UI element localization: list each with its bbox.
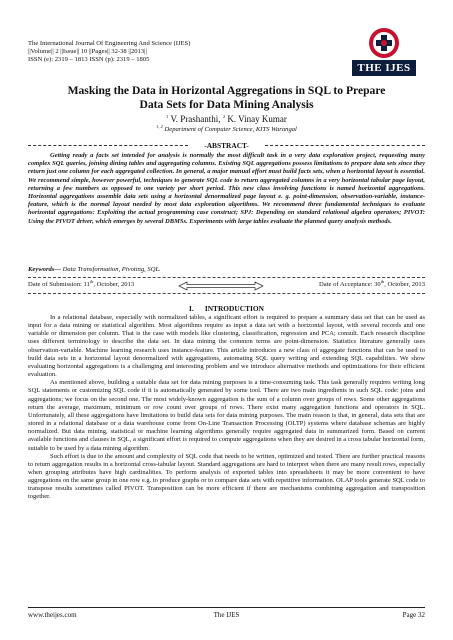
acceptance-sup: th [380,278,385,284]
paper-title [28,84,425,112]
title-line-2: Data Sets for Data Mining Analysis [139,98,314,111]
introduction-body [28,314,425,502]
affiliation-text: Department of Computer Science, KITS Warangal [164,126,297,133]
affiliation [28,123,425,133]
footer-rule [28,607,425,608]
abstract-heading [28,141,425,150]
abstract-rule-left [28,145,188,146]
author-2: K. Vinay Kumar [227,114,287,124]
acceptance-label: Date of Acceptance: 30 [319,281,381,288]
acceptance-rest: , October, 2013 [384,281,425,288]
author2-sup: 2 [222,114,226,119]
acceptance-date [319,278,425,288]
submission-label: Date of Submission: 11 [28,281,90,288]
abstract-rule-right [265,145,425,146]
submission-date [28,278,135,288]
paragraph-2: As mentioned above, building a suitable data set for data mining purposes is a time-consuming task. This task generally requires writing long SQL statements or customizing SQL code if it is automatically generated by some tool. There are two main ingredients in such SQL code: joins and aggregations; we focus on the second one. The most widely-known aggregation is the sum of a column over groups of rows. Some other aggregations return the average, maximum, minimum or row count over groups of rows. There exist many aggregation functions and operators in SQL. Unfortunately, all these aggregations have limitations to build data sets for data mining purposes. The main reason is that, in general, data sets that are stored in a relational database or a data warehouse come from On-Line Transaction Processing (OLTP) systems where database schemas are highly normalized. But data mining, statistical or machine learning algorithms generally require aggregated data in summarized form. Based on current available functions and clauses in SQL, a significant effort is required to compute aggregations when they are desired in a cross tabular horizontal form, suitable to be used by a data mining algorithm. [28,379,425,452]
keywords [28,266,425,273]
abstract-text: Getting ready a facts set intended for analysis is normally the most difficult task in a very data exploration project, requesting many complex SQL queries, joining dining tables and aggregating columns. Existing SQL aggregations possess limitations to prepare data sets since they return just one column for each aggregated collection. In general, a major manual effort must build facts sets, when a horizontal layout is essential. We recommend simple, however powerful, techniques to generate SQL code to return aggregated columns in a very horizontal tabular page layout, returning a few numbers as opposed to one variety per short period. This new class involving functions is named horizontal aggregations. Horizontal aggregations assemble data sets using a horizontal denormalized page layout e. g. point-dimension, observation-variable, instance-feature, which is the normal layout needed by most data exploration algorithms. We recommend three fundamental techniques to evaluate horizontal aggregations: Exploiting the actual programming case construct; SPJ: Depending on standard relational algebra operators; PIVOT: Using the PIVOT driver, which emerges by several DBMSs. Experiments with large tables evaluate the planned query analysis methods. [28,152,425,225]
author-1: V. Prashanthi, [170,114,221,124]
affil-sup: 1, 2 [156,123,163,129]
keywords-text: Data Transformation, Pivoting, SQL. [60,266,161,273]
journal-name: The International Journal Of Engineering And Science (IJES) [28,40,191,47]
submission-sup: th [89,278,94,284]
dates-rule-bottom [28,293,425,294]
journal-issue: ||Volume|| 2 ||Issue|| 10 ||Pages|| 32-38 ||2013|| [28,48,147,56]
footer-journal: The IJES [213,611,240,619]
keywords-label: Keywords— [28,266,61,273]
logo-text: THE IJES [352,60,416,76]
paragraph-1: In a relational database, especially with normalized tables, a significant effort is required to prepare a summary data set that can be used as input for a data mining or statistical algorithm. Most algorithms require as input a data set with a horizontal layout, with several records and one variable or dimension per column. That is the case with models like clustering, classification, regression and PCA; consult. Each research discipline uses different terminology to describe the data set. In data mining the common terms are point-dimension. Statistics literature generally uses observation-variable. Machine learning research uses instance-feature. This article introduces a new class of aggregate functions that can be used to build data sets in a horizontal layout denormalized with aggregations, automating SQL query writing and extending SQL capabilities. We show evaluating horizontal aggregations is a challenging and interesting problem and we introduce alternative methods and optimizations for their efficient evaluation. [28,314,425,379]
journal-header [28,40,328,65]
double-arrow-icon [178,281,264,291]
footer-website: www.theijes.com [28,611,77,619]
section-heading: I. INTRODUCTION [189,304,264,313]
logo-emblem-icon [366,26,402,60]
footer-page: Page 32 [402,611,425,619]
author1-sup: 1 [166,114,169,119]
journal-issn: ISSN (e): 2319 – 1813 ISSN (p): 2319 – 1805 [28,56,150,64]
dates-rule-top [28,277,425,278]
footer [28,611,425,621]
paragraph-3: Such effort is due to the amount and complexity of SQL code that needs to be written, optimized and tested. There are further practical reasons to return aggregation results in a horizontal cross-tabular layout. Standard aggregations are hard to interpret when there are many result rows, especially when grouping attributes have high cardinalities. To perform analysis of exported tables into spreadsheets it may be more convenient to have aggregations on the same group in one row e.g. to produce graphs or to compare data sets with repetitive information. OLAP tools generate SQL code to transpose results sometimes called PIVOT. Transposition can be more efficient if there are mechanisms combining aggregation and transposition together. [28,452,425,501]
authors [28,114,425,125]
ijes-logo [352,26,416,78]
abstract-label: -ABSTRACT- [204,141,249,150]
title-line-1: Masking the Data in Horizontal Aggregations in SQL to Prepare [67,84,386,97]
dates-row [28,278,425,291]
submission-rest: , October, 2013 [93,281,135,288]
